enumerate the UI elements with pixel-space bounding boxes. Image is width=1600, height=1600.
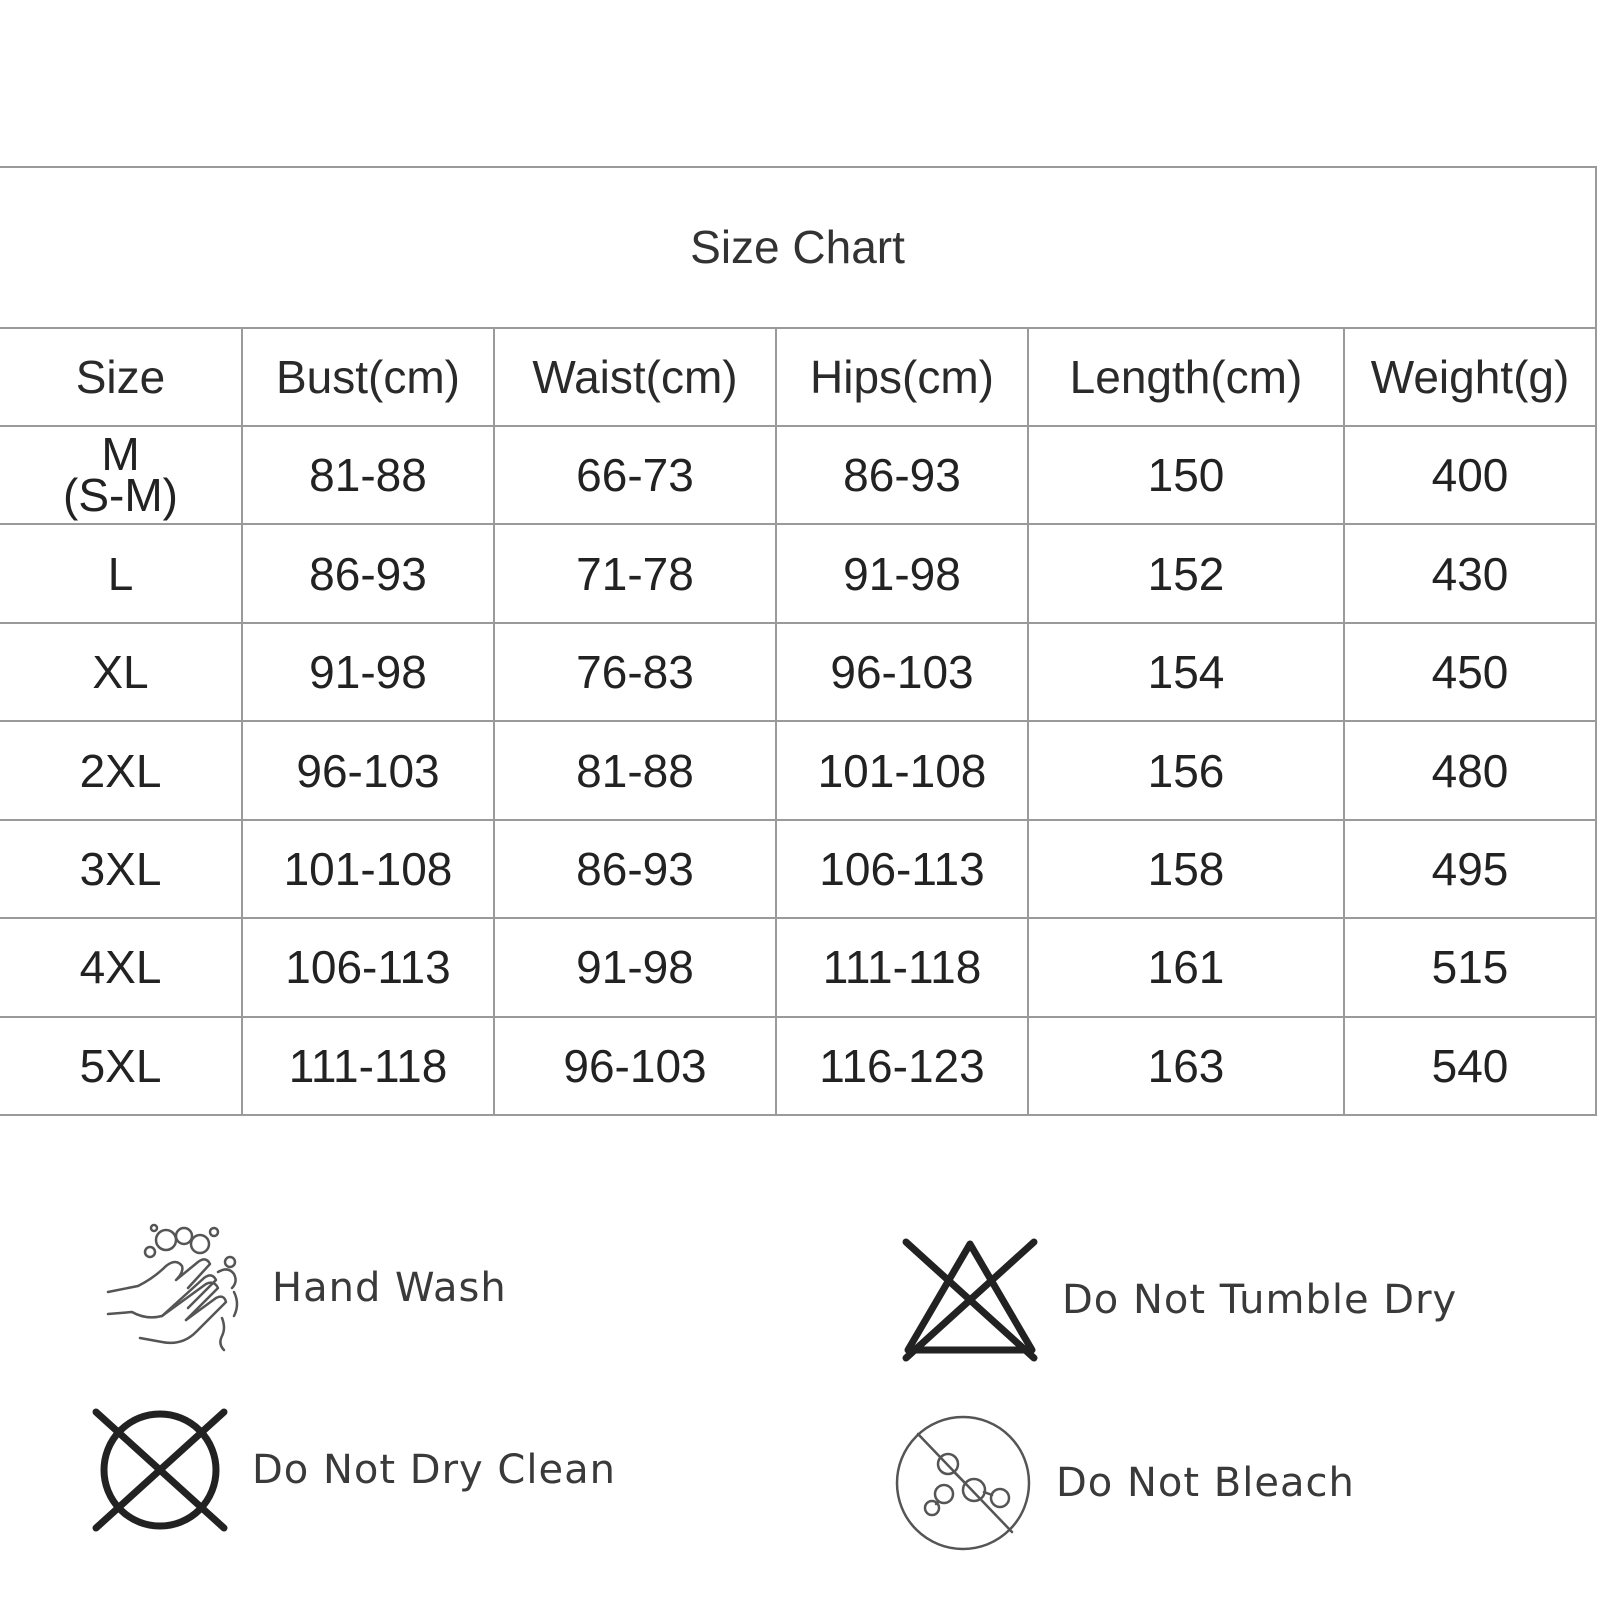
column-header: Weight(g) (1344, 328, 1596, 426)
table-cell: 86-93 (242, 524, 494, 622)
column-header: Length(cm) (1028, 328, 1344, 426)
table-cell: 152 (1028, 524, 1344, 622)
table-cell: 86-93 (494, 820, 776, 918)
size-cell: L (0, 524, 242, 622)
table-cell: 101-108 (776, 721, 1028, 819)
care-no-tumble-dry (900, 1238, 1457, 1362)
table-row (0, 820, 1596, 918)
table-cell: 540 (1344, 1017, 1596, 1115)
table-cell: 400 (1344, 426, 1596, 524)
table-cell: 101-108 (242, 820, 494, 918)
chart-title: Size Chart (0, 167, 1596, 328)
column-header: Waist(cm) (494, 328, 776, 426)
table-cell: 163 (1028, 1017, 1344, 1115)
header-row (0, 328, 1596, 426)
table-cell: 515 (1344, 918, 1596, 1016)
table-cell: 76-83 (494, 623, 776, 721)
table-cell: 111-118 (242, 1017, 494, 1115)
table-cell: 71-78 (494, 524, 776, 622)
table-cell: 91-98 (242, 623, 494, 721)
care-label: Do Not Dry Clean (252, 1447, 616, 1493)
no-tumble-dry-icon (900, 1238, 1040, 1362)
table-row (0, 426, 1596, 524)
care-hand-wash (104, 1222, 507, 1354)
size-cell: 2XL (0, 721, 242, 819)
table-cell: 96-103 (494, 1017, 776, 1115)
table-cell: 111-118 (776, 918, 1028, 1016)
care-label: Hand Wash (272, 1265, 507, 1311)
hand-wash-icon (104, 1222, 250, 1354)
size-cell: XL (0, 623, 242, 721)
care-no-dry-clean (90, 1406, 616, 1534)
care-no-bleach (892, 1412, 1355, 1554)
table-row (0, 623, 1596, 721)
table-cell: 150 (1028, 426, 1344, 524)
size-chart-table (0, 166, 1597, 1116)
table-cell: 91-98 (776, 524, 1028, 622)
care-label: Do Not Bleach (1056, 1460, 1355, 1506)
table-cell: 158 (1028, 820, 1344, 918)
no-dry-clean-icon (90, 1406, 230, 1534)
table-cell: 450 (1344, 623, 1596, 721)
table-row (0, 721, 1596, 819)
table-cell: 96-103 (242, 721, 494, 819)
column-header: Size (0, 328, 242, 426)
table-cell: 154 (1028, 623, 1344, 721)
size-cell: 3XL (0, 820, 242, 918)
table-cell: 106-113 (242, 918, 494, 1016)
size-cell: 4XL (0, 918, 242, 1016)
table-cell: 96-103 (776, 623, 1028, 721)
table-cell: 81-88 (494, 721, 776, 819)
table-cell: 480 (1344, 721, 1596, 819)
table-cell: 91-98 (494, 918, 776, 1016)
column-header: Hips(cm) (776, 328, 1028, 426)
size-cell (0, 426, 242, 524)
table-cell: 161 (1028, 918, 1344, 1016)
size-cell: 5XL (0, 1017, 242, 1115)
table-row (0, 1017, 1596, 1115)
size-sub: (S-M) (63, 469, 178, 522)
table-row (0, 918, 1596, 1016)
table-cell: 156 (1028, 721, 1344, 819)
table-cell: 66-73 (494, 426, 776, 524)
table-cell: 81-88 (242, 426, 494, 524)
table-cell: 495 (1344, 820, 1596, 918)
table-cell: 106-113 (776, 820, 1028, 918)
column-header: Bust(cm) (242, 328, 494, 426)
size-main: M (101, 427, 140, 480)
no-bleach-icon (892, 1412, 1034, 1554)
table-cell: 430 (1344, 524, 1596, 622)
care-label: Do Not Tumble Dry (1062, 1277, 1458, 1323)
table-row (0, 524, 1596, 622)
table-cell: 86-93 (776, 426, 1028, 524)
table-cell: 116-123 (776, 1017, 1028, 1115)
